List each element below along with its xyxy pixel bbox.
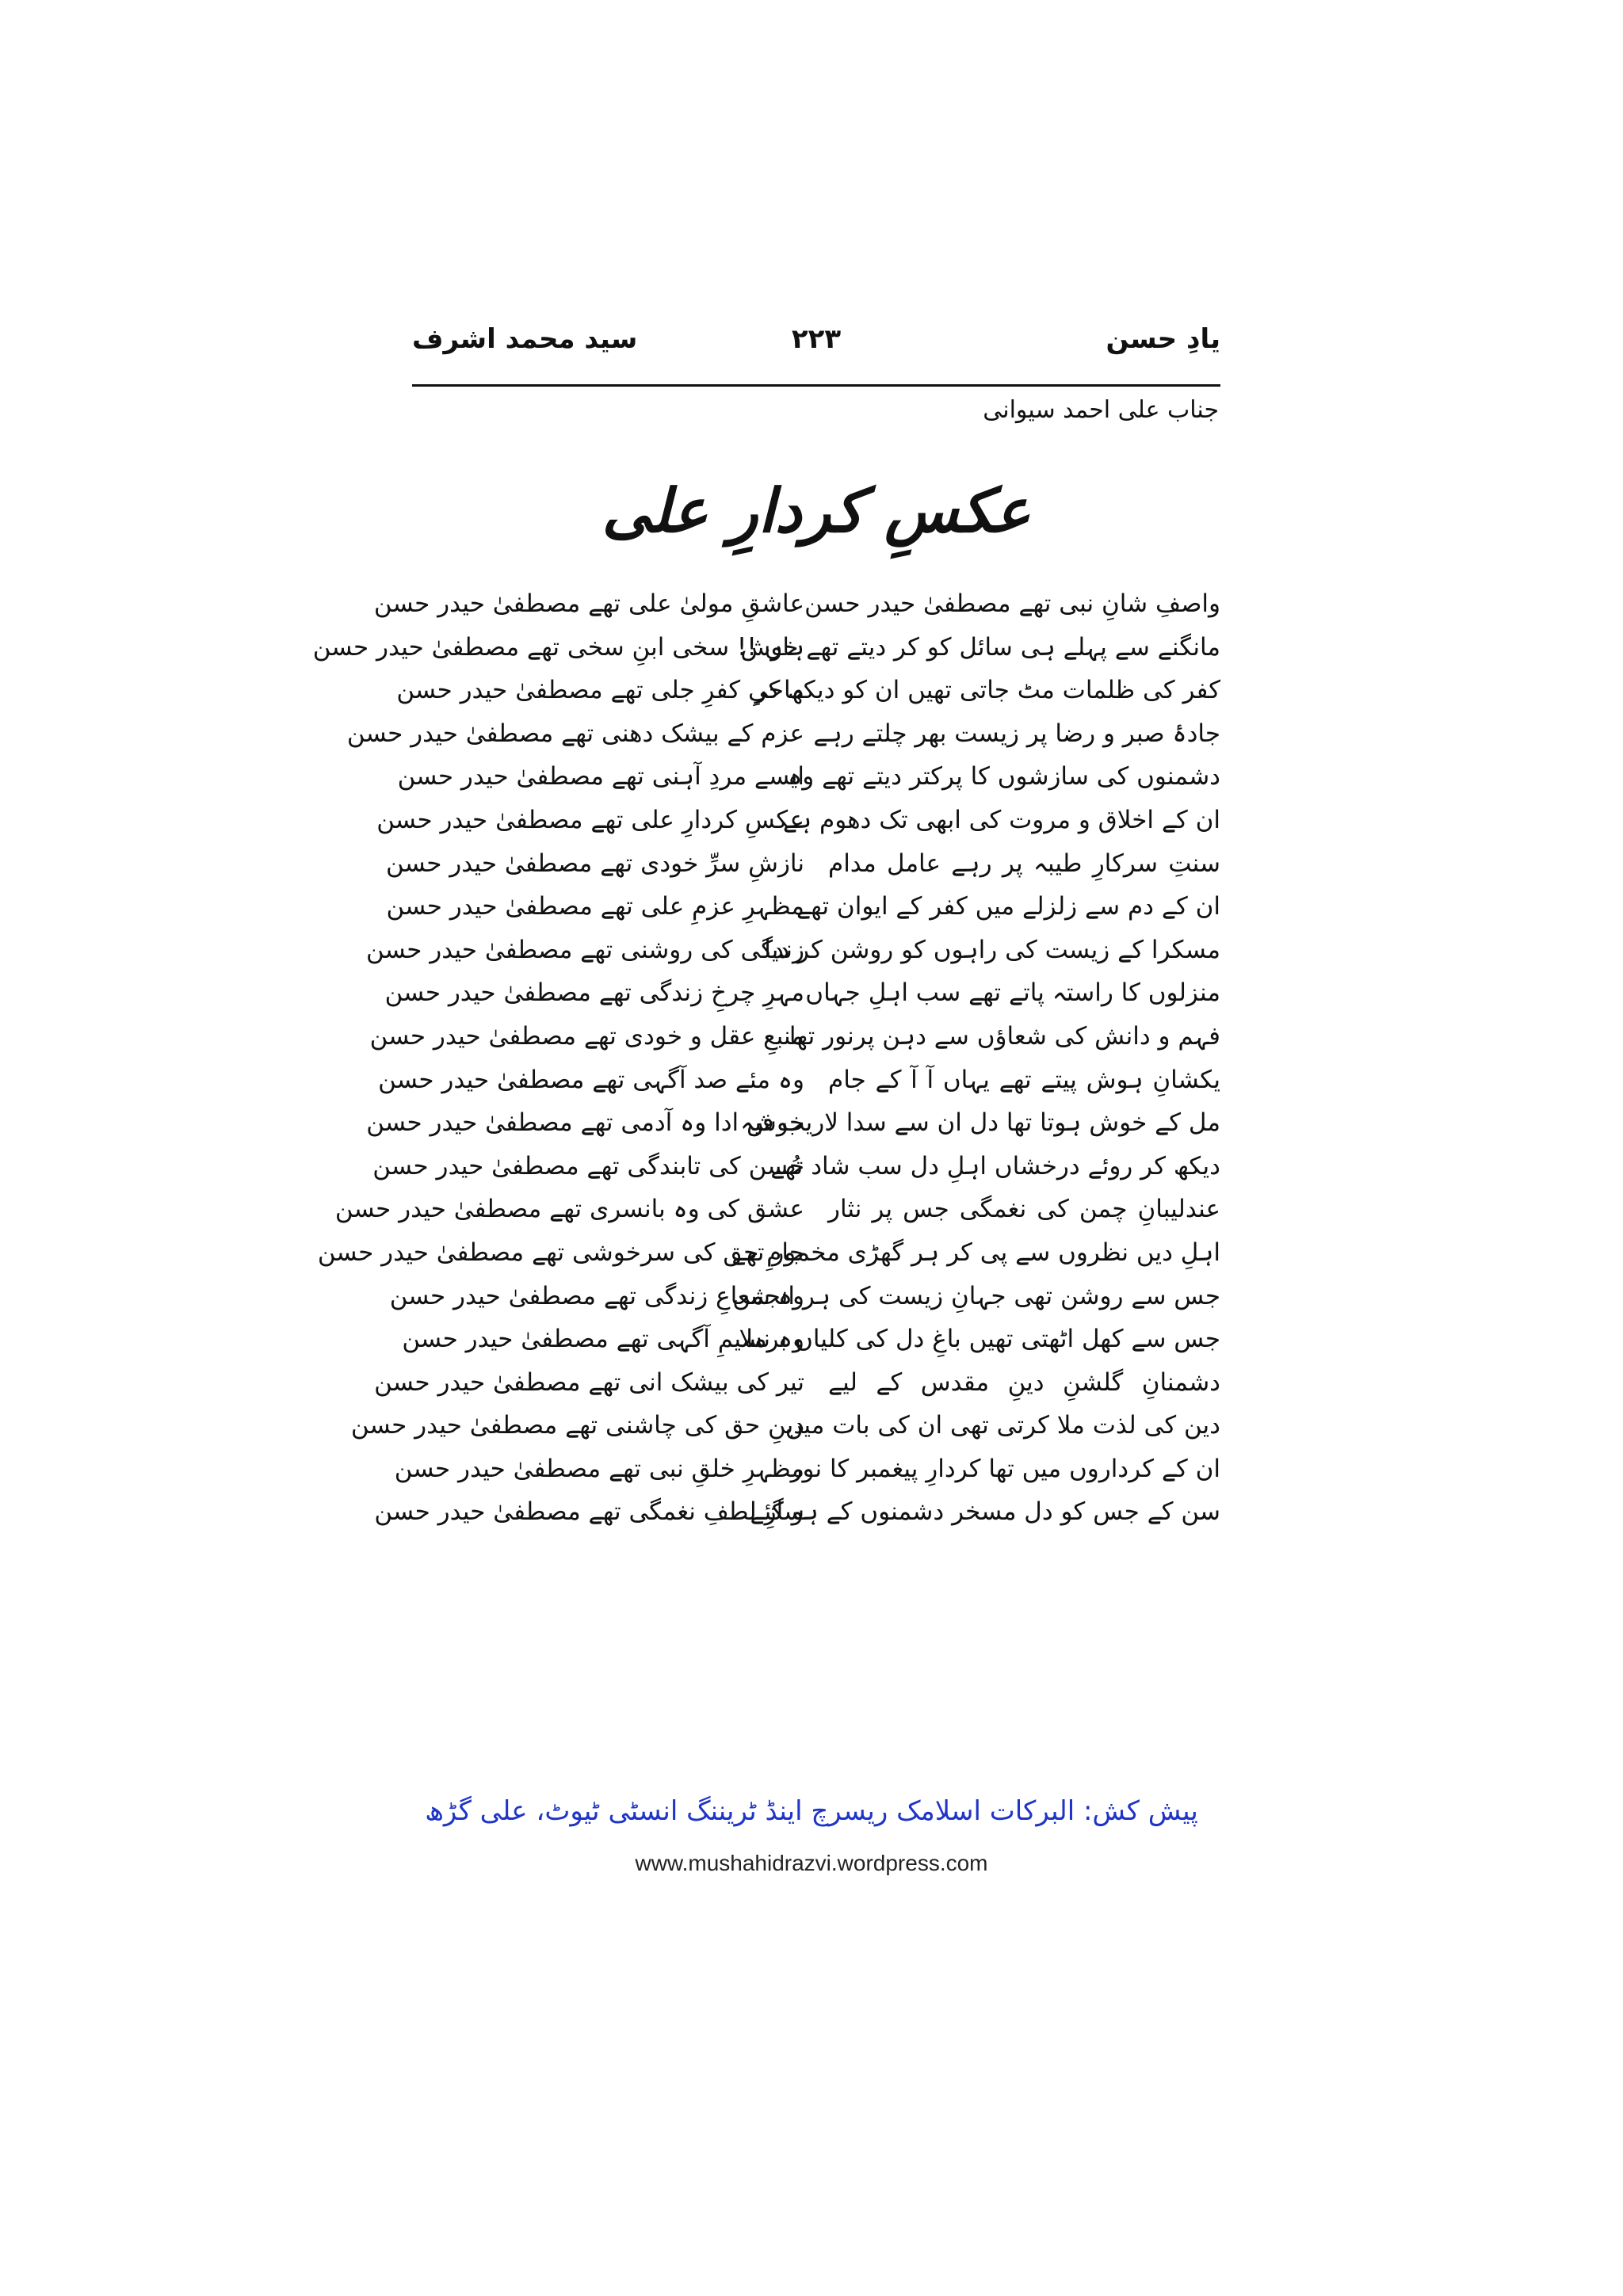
verse-line-right: واصفِ شانِ نبی تھے مصطفیٰ حیدر حسن [804, 589, 1220, 618]
verse-line-left: جامِ حق کی سرخوشی تھے مصطفیٰ حیدر حسن [317, 1238, 804, 1267]
verse-line-right: منزلوں کا راستہ پاتے تھے سب اہلِ جہاں [805, 978, 1220, 1008]
verse-line-right: مسکرا کے زیست کی راہوں کو روشن کر دیا [764, 935, 1220, 964]
header-rule [412, 384, 1220, 387]
verse-line-left: مظہرِ خلقِ نبی تھے مصطفیٰ حیدر حسن [394, 1454, 804, 1483]
verse-line-left: عکسِ کردارِ علی تھے مصطفیٰ حیدر حسن [376, 805, 804, 834]
verse-line-left: وہ نسیمِ آگہی تھے مصطفیٰ حیدر حسن [402, 1325, 804, 1354]
verse-line-right: سنتِ سرکارِ طیبہ پر رہے عامل مدام [828, 849, 1220, 878]
verse-line-right: اہلِ دیں نظروں سے پی کر ہر گھڑی مخمور تھے [731, 1238, 1220, 1267]
verse-line-right: دشمنانِ گلشنِ دینِ مقدس کے لیے [828, 1367, 1220, 1397]
verse-line-left: عشق کی وہ بانسری تھے مصطفیٰ حیدر حسن [334, 1195, 804, 1224]
verse-line-left: ایسے مردِ آہنی تھے مصطفیٰ حیدر حسن [397, 762, 804, 791]
verse-line-right: عندلیبانِ چمن کی نغمگی جس پر نثار [828, 1195, 1220, 1224]
verse-line-left: مہرِ چرخِ زندگی تھے مصطفیٰ حیدر حسن [384, 978, 804, 1008]
verse-line-right: ان کے دم سے زلزلے میں کفر کے ایوان تھے [796, 892, 1220, 921]
verse-line-right: جادۂ صبر و رضا پر زیست بھر چلتے رہے [813, 719, 1220, 748]
verse-line-left: منبعِ عقل و خودی تھے مصطفیٰ حیدر حسن [369, 1021, 804, 1051]
page-header [412, 317, 1220, 380]
verse-line-right: دیکھ کر روئے درخشاں اہلِ دل سب شاد تھے [770, 1151, 1220, 1180]
verse-line-right: جس سے روشن تھی جہانِ زیست کی ہر انجمن [732, 1281, 1220, 1310]
verse-line-left: زندگی کی روشنی تھے مصطفیٰ حیدر حسن [366, 935, 804, 964]
verse-line-right: جس سے کھل اٹھتی تھیں باغِ دل کی کلیاں برملا [739, 1325, 1220, 1354]
verse-line-left: نازشِ سرِّ خودی تھے مصطفیٰ حیدر حسن [385, 849, 804, 878]
poem-right-column [731, 582, 1220, 1534]
verse-line-left: تیر کی بیشک انی تھے مصطفیٰ حیدر حسن [374, 1367, 804, 1397]
verse-line-left: سازِ لطفِ نغمگی تھے مصطفیٰ حیدر حسن [374, 1497, 804, 1527]
poem-left-column [312, 582, 804, 1534]
verse-line-right: ان کے اخلاق و مروت کی ابھی تک دھوم ہے [782, 805, 1220, 834]
verse-line-left: حُسن کی تابندگی تھے مصطفیٰ حیدر حسن [372, 1151, 804, 1180]
poem-title: عکسِ کردارِ علی [601, 475, 1031, 546]
verse-line-right: ان کے کرداروں میں تھا کردارِ پیغمبر کا نور [790, 1454, 1220, 1483]
page-number: ۲۲۳ [791, 323, 842, 355]
verse-line-left: دینِ حق کی چاشنی تھے مصطفیٰ حیدر حسن [350, 1411, 804, 1440]
presented-by: پیش کش: البرکات اسلامک ریسرچ اینڈ ٹریننگ انسٹی ٹیوٹ، علی گڑھ [425, 1795, 1198, 1827]
verse-line-right: کفر کی ظلمات مٹ جاتی تھیں ان کو دیکھ کر [754, 676, 1220, 705]
verse-line-left: مظہرِ عزمِ علی تھے مصطفیٰ حیدر حسن [386, 892, 804, 921]
verse-line-right: مانگنے سے پہلے ہی سائل کو کر دیتے تھے خوش [740, 632, 1220, 662]
verse-line-left: عاشقِ مولیٰ علی تھے مصطفیٰ حیدر حسن [373, 589, 804, 618]
poet-name: جناب علی احمد سیوانی [983, 396, 1219, 424]
book-title: یادِ حسن [1106, 323, 1220, 355]
verse-line-right: سن کے جس کو دل مسخر دشمنوں کے ہو گئے [750, 1497, 1220, 1527]
verse-line-left: وہ شعاعِ زندگی تھے مصطفیٰ حیدر حسن [389, 1281, 804, 1310]
verse-line-left: خوش ادا وہ آدمی تھے مصطفیٰ حیدر حسن [366, 1108, 804, 1138]
verse-line-left: عزم کے بیشک دھنی تھے مصطفیٰ حیدر حسن [346, 719, 804, 748]
poem-body [312, 582, 1220, 1755]
verse-line-right: دشمنوں کی سازشوں کا پرکتر دیتے تھے وہ [788, 762, 1220, 791]
verse-line-left: ماحیِ کفرِ جلی تھے مصطفیٰ حیدر حسن [396, 676, 804, 705]
verse-line-right: دین کی لذت ملا کرتی تھی ان کی بات میں [785, 1411, 1220, 1440]
website-url: www.mushahidrazvi.wordpress.com [635, 1851, 988, 1875]
verse-line-right: مل کے خوش ہوتا تھا دل ان سے سدا لاریب فیہ [740, 1108, 1220, 1138]
verse-line-right: یکشانِ ہوش پیتے تھے یہاں آ آ کے جام [828, 1065, 1220, 1094]
author-name: سید محمد اشرف [412, 323, 638, 355]
verse-line-right: فہم و دانش کی شعاؤں سے دہن پرنور تھا [789, 1021, 1220, 1051]
verse-line-left: وہ مئے صد آگہی تھے مصطفیٰ حیدر حسن [378, 1065, 804, 1094]
verse-line-left: ہاں !! سخی ابنِ سخی تھے مصطفیٰ حیدر حسن [312, 632, 804, 662]
